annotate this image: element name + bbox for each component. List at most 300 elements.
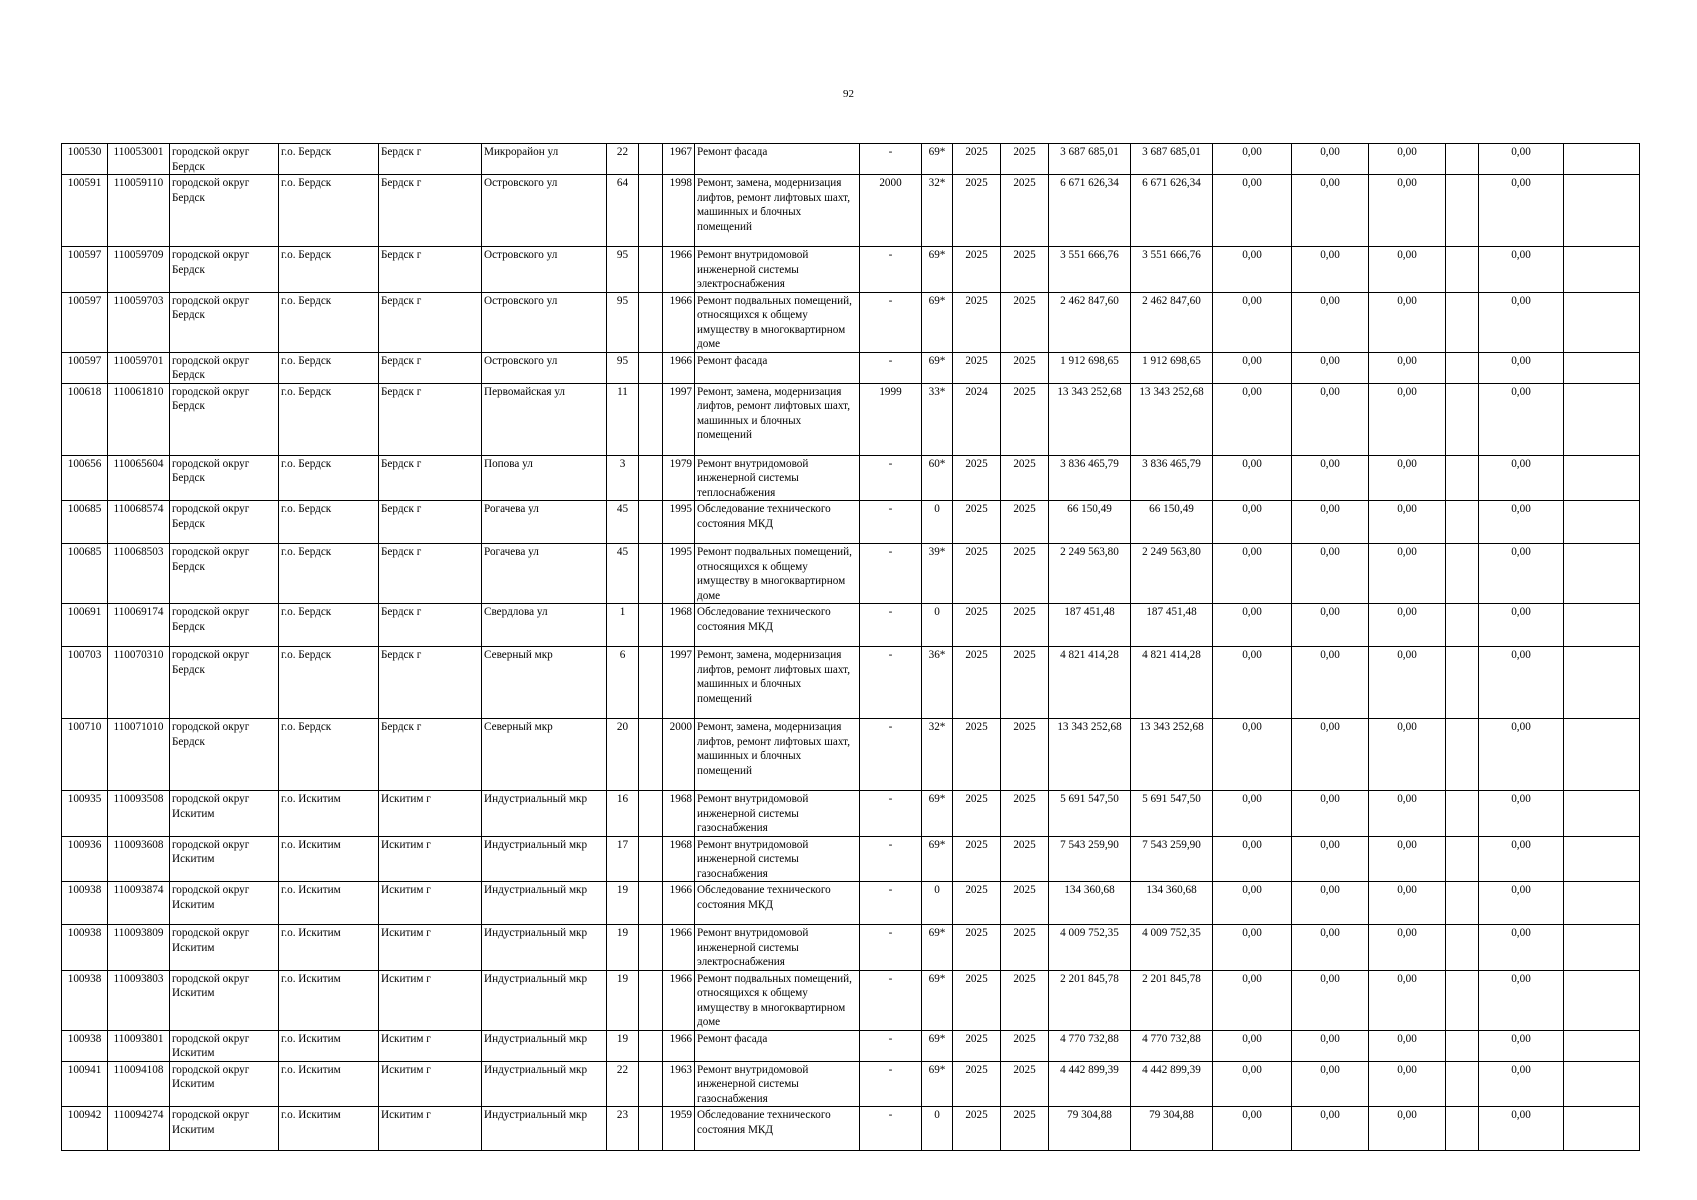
municipality-cell: г.о. Искитим xyxy=(279,791,379,837)
row-code: 110071010 xyxy=(108,719,170,791)
source-6-cell xyxy=(1564,1107,1640,1151)
plan-year-to-cell: 2025 xyxy=(1001,1061,1049,1107)
plan-year-from-cell: 2025 xyxy=(953,836,1001,882)
municipality-cell: г.о. Бердск xyxy=(279,501,379,544)
source-3-cell: 0,00 xyxy=(1369,719,1446,791)
source-2-cell: 0,00 xyxy=(1292,882,1369,925)
wear-percent-cell: 69* xyxy=(922,292,953,352)
source-3-cell: 0,00 xyxy=(1369,501,1446,544)
row-id: 100935 xyxy=(62,791,108,837)
settlement-cell: Искитим г xyxy=(379,925,482,971)
total-cost-cell: 3 687 685,01 xyxy=(1049,144,1131,175)
plan-year-from-cell: 2025 xyxy=(953,1107,1001,1151)
source-2-cell: 0,00 xyxy=(1292,836,1369,882)
total-cost-cell: 3 551 666,76 xyxy=(1049,247,1131,293)
plan-year-to-cell: 2025 xyxy=(1001,604,1049,647)
row-code: 110093801 xyxy=(108,1030,170,1061)
street-cell: Индустриальный мкр xyxy=(482,970,607,1030)
building-corp-cell xyxy=(639,1061,663,1107)
house-number-cell: 1 xyxy=(607,604,639,647)
source-2-cell: 0,00 xyxy=(1292,144,1369,175)
wear-percent-cell: 0 xyxy=(922,1107,953,1151)
source-3-cell: 0,00 xyxy=(1369,292,1446,352)
settlement-cell: Бердск г xyxy=(379,604,482,647)
year-built-cell: 1966 xyxy=(663,970,695,1030)
source-3-cell: 0,00 xyxy=(1369,455,1446,501)
work-type-cell: Ремонт подвальных помещений, относящихся к общему имуществу в многоквартирном доме xyxy=(695,970,860,1030)
plan-year-from-cell: 2025 xyxy=(953,544,1001,604)
settlement-cell: Бердск г xyxy=(379,455,482,501)
work-type-cell: Обследование технического состояния МКД xyxy=(695,1107,860,1151)
settlement-cell: Искитим г xyxy=(379,1107,482,1151)
municipality-cell: г.о. Бердск xyxy=(279,719,379,791)
total-cost-cell: 134 360,68 xyxy=(1049,882,1131,925)
source-1-cell: 0,00 xyxy=(1213,501,1292,544)
source-5-cell: 0,00 xyxy=(1479,925,1564,971)
source-4-cell xyxy=(1446,647,1479,719)
row-id: 100938 xyxy=(62,970,108,1030)
building-corp-cell xyxy=(639,175,663,247)
year-commissioned-cell: - xyxy=(860,836,922,882)
plan-year-from-cell: 2025 xyxy=(953,647,1001,719)
table-row xyxy=(62,719,1640,791)
source-5-cell: 0,00 xyxy=(1479,1107,1564,1151)
building-corp-cell xyxy=(639,292,663,352)
source-4-cell xyxy=(1446,292,1479,352)
wear-percent-cell: 69* xyxy=(922,352,953,383)
wear-percent-cell: 60* xyxy=(922,455,953,501)
building-corp-cell xyxy=(639,144,663,175)
year-commissioned-cell: - xyxy=(860,970,922,1030)
year-commissioned-cell: - xyxy=(860,925,922,971)
source-2-cell: 0,00 xyxy=(1292,1107,1369,1151)
work-type-cell: Ремонт, замена, модернизация лифтов, ремонт лифтовых шахт, машинных и блочных помещений xyxy=(695,647,860,719)
page-number: 92 xyxy=(843,88,854,100)
plan-year-to-cell: 2025 xyxy=(1001,882,1049,925)
plan-year-from-cell: 2025 xyxy=(953,455,1001,501)
source-2-cell: 0,00 xyxy=(1292,455,1369,501)
total-cost-cell: 79 304,88 xyxy=(1049,1107,1131,1151)
building-corp-cell xyxy=(639,352,663,383)
source-5-cell: 0,00 xyxy=(1479,791,1564,837)
municipality-cell: г.о. Бердск xyxy=(279,144,379,175)
source-2-cell: 0,00 xyxy=(1292,925,1369,971)
fund-cost-cell: 3 836 465,79 xyxy=(1131,455,1213,501)
house-number-cell: 45 xyxy=(607,544,639,604)
source-1-cell: 0,00 xyxy=(1213,144,1292,175)
row-id: 100936 xyxy=(62,836,108,882)
source-6-cell xyxy=(1564,383,1640,455)
row-code: 110093608 xyxy=(108,836,170,882)
district-cell: городской округ Искитим xyxy=(170,836,279,882)
table-row xyxy=(62,247,1640,293)
source-6-cell xyxy=(1564,647,1640,719)
plan-year-to-cell: 2025 xyxy=(1001,836,1049,882)
work-type-cell: Ремонт внутридомовой инженерной системы газоснабжения xyxy=(695,791,860,837)
total-cost-cell: 4 770 732,88 xyxy=(1049,1030,1131,1061)
source-2-cell: 0,00 xyxy=(1292,1061,1369,1107)
municipality-cell: г.о. Искитим xyxy=(279,1030,379,1061)
source-1-cell: 0,00 xyxy=(1213,970,1292,1030)
wear-percent-cell: 36* xyxy=(922,647,953,719)
source-4-cell xyxy=(1446,247,1479,293)
year-commissioned-cell: 1999 xyxy=(860,383,922,455)
row-code: 110070310 xyxy=(108,647,170,719)
source-5-cell: 0,00 xyxy=(1479,247,1564,293)
source-4-cell xyxy=(1446,719,1479,791)
source-6-cell xyxy=(1564,455,1640,501)
row-code: 110059110 xyxy=(108,175,170,247)
municipality-cell: г.о. Искитим xyxy=(279,925,379,971)
district-cell: городской округ Искитим xyxy=(170,925,279,971)
source-3-cell: 0,00 xyxy=(1369,1107,1446,1151)
year-commissioned-cell: - xyxy=(860,455,922,501)
year-built-cell: 1997 xyxy=(663,647,695,719)
source-1-cell: 0,00 xyxy=(1213,292,1292,352)
year-built-cell: 1968 xyxy=(663,604,695,647)
settlement-cell: Искитим г xyxy=(379,791,482,837)
row-code: 110094108 xyxy=(108,1061,170,1107)
year-commissioned-cell: - xyxy=(860,719,922,791)
work-type-cell: Ремонт внутридомовой инженерной системы газоснабжения xyxy=(695,836,860,882)
source-3-cell: 0,00 xyxy=(1369,144,1446,175)
fund-cost-cell: 6 671 626,34 xyxy=(1131,175,1213,247)
source-6-cell xyxy=(1564,1030,1640,1061)
source-4-cell xyxy=(1446,383,1479,455)
settlement-cell: Искитим г xyxy=(379,836,482,882)
district-cell: городской округ Бердск xyxy=(170,544,279,604)
row-id: 100941 xyxy=(62,1061,108,1107)
district-cell: городской округ Бердск xyxy=(170,383,279,455)
work-type-cell: Ремонт, замена, модернизация лифтов, ремонт лифтовых шахт, машинных и блочных помещений xyxy=(695,383,860,455)
year-built-cell: 1966 xyxy=(663,292,695,352)
municipality-cell: г.о. Искитим xyxy=(279,882,379,925)
work-type-cell: Ремонт подвальных помещений, относящихся к общему имуществу в многоквартирном доме xyxy=(695,544,860,604)
plan-year-to-cell: 2025 xyxy=(1001,383,1049,455)
source-2-cell: 0,00 xyxy=(1292,719,1369,791)
wear-percent-cell: 69* xyxy=(922,970,953,1030)
municipality-cell: г.о. Бердск xyxy=(279,247,379,293)
year-commissioned-cell: - xyxy=(860,247,922,293)
municipality-cell: г.о. Бердск xyxy=(279,544,379,604)
settlement-cell: Бердск г xyxy=(379,501,482,544)
municipality-cell: г.о. Бердск xyxy=(279,383,379,455)
source-5-cell: 0,00 xyxy=(1479,455,1564,501)
plan-year-to-cell: 2025 xyxy=(1001,352,1049,383)
fund-cost-cell: 3 687 685,01 xyxy=(1131,144,1213,175)
source-3-cell: 0,00 xyxy=(1369,882,1446,925)
work-type-cell: Обследование технического состояния МКД xyxy=(695,501,860,544)
house-number-cell: 20 xyxy=(607,719,639,791)
district-cell: городской округ Бердск xyxy=(170,247,279,293)
house-number-cell: 45 xyxy=(607,501,639,544)
district-cell: городской округ Бердск xyxy=(170,144,279,175)
table-row xyxy=(62,791,1640,837)
district-cell: городской округ Искитим xyxy=(170,970,279,1030)
year-commissioned-cell: - xyxy=(860,647,922,719)
source-5-cell: 0,00 xyxy=(1479,383,1564,455)
source-1-cell: 0,00 xyxy=(1213,247,1292,293)
source-3-cell: 0,00 xyxy=(1369,925,1446,971)
plan-year-from-cell: 2025 xyxy=(953,925,1001,971)
source-3-cell: 0,00 xyxy=(1369,352,1446,383)
source-2-cell: 0,00 xyxy=(1292,970,1369,1030)
source-6-cell xyxy=(1564,247,1640,293)
street-cell: Рогачева ул xyxy=(482,501,607,544)
wear-percent-cell: 0 xyxy=(922,882,953,925)
row-code: 110069174 xyxy=(108,604,170,647)
source-2-cell: 0,00 xyxy=(1292,352,1369,383)
house-number-cell: 23 xyxy=(607,1107,639,1151)
source-1-cell: 0,00 xyxy=(1213,836,1292,882)
source-1-cell: 0,00 xyxy=(1213,882,1292,925)
house-number-cell: 3 xyxy=(607,455,639,501)
fund-cost-cell: 134 360,68 xyxy=(1131,882,1213,925)
table-row xyxy=(62,1107,1640,1151)
table-row xyxy=(62,647,1640,719)
source-1-cell: 0,00 xyxy=(1213,1107,1292,1151)
source-4-cell xyxy=(1446,1061,1479,1107)
year-commissioned-cell: - xyxy=(860,791,922,837)
source-1-cell: 0,00 xyxy=(1213,175,1292,247)
year-built-cell: 1995 xyxy=(663,544,695,604)
wear-percent-cell: 69* xyxy=(922,836,953,882)
year-built-cell: 1997 xyxy=(663,383,695,455)
plan-year-to-cell: 2025 xyxy=(1001,247,1049,293)
source-1-cell: 0,00 xyxy=(1213,352,1292,383)
year-commissioned-cell: - xyxy=(860,882,922,925)
year-commissioned-cell: - xyxy=(860,501,922,544)
row-code: 110053001 xyxy=(108,144,170,175)
year-built-cell: 1966 xyxy=(663,247,695,293)
fund-cost-cell: 2 462 847,60 xyxy=(1131,292,1213,352)
year-built-cell: 1979 xyxy=(663,455,695,501)
fund-cost-cell: 2 201 845,78 xyxy=(1131,970,1213,1030)
plan-year-from-cell: 2025 xyxy=(953,144,1001,175)
year-built-cell: 1966 xyxy=(663,1030,695,1061)
source-5-cell: 0,00 xyxy=(1479,719,1564,791)
source-1-cell: 0,00 xyxy=(1213,383,1292,455)
house-number-cell: 19 xyxy=(607,970,639,1030)
year-commissioned-cell: 2000 xyxy=(860,175,922,247)
year-commissioned-cell: - xyxy=(860,144,922,175)
source-5-cell: 0,00 xyxy=(1479,1030,1564,1061)
settlement-cell: Бердск г xyxy=(379,292,482,352)
house-number-cell: 22 xyxy=(607,1061,639,1107)
source-4-cell xyxy=(1446,144,1479,175)
settlement-cell: Искитим г xyxy=(379,1061,482,1107)
source-3-cell: 0,00 xyxy=(1369,383,1446,455)
district-cell: городской округ Бердск xyxy=(170,352,279,383)
wear-percent-cell: 69* xyxy=(922,1061,953,1107)
plan-year-from-cell: 2025 xyxy=(953,604,1001,647)
source-5-cell: 0,00 xyxy=(1479,175,1564,247)
municipality-cell: г.о. Бердск xyxy=(279,352,379,383)
row-code: 110059709 xyxy=(108,247,170,293)
house-number-cell: 16 xyxy=(607,791,639,837)
settlement-cell: Бердск г xyxy=(379,544,482,604)
source-6-cell xyxy=(1564,836,1640,882)
work-type-cell: Ремонт подвальных помещений, относящихся к общему имуществу в многоквартирном доме xyxy=(695,292,860,352)
wear-percent-cell: 0 xyxy=(922,604,953,647)
settlement-cell: Бердск г xyxy=(379,383,482,455)
building-corp-cell xyxy=(639,247,663,293)
year-built-cell: 1968 xyxy=(663,836,695,882)
source-3-cell: 0,00 xyxy=(1369,1030,1446,1061)
table-row xyxy=(62,144,1640,175)
wear-percent-cell: 0 xyxy=(922,501,953,544)
total-cost-cell: 4 442 899,39 xyxy=(1049,1061,1131,1107)
source-5-cell: 0,00 xyxy=(1479,647,1564,719)
table-row xyxy=(62,383,1640,455)
house-number-cell: 19 xyxy=(607,882,639,925)
source-5-cell: 0,00 xyxy=(1479,144,1564,175)
street-cell: Индустриальный мкр xyxy=(482,925,607,971)
source-1-cell: 0,00 xyxy=(1213,719,1292,791)
source-4-cell xyxy=(1446,882,1479,925)
table-row xyxy=(62,882,1640,925)
house-number-cell: 95 xyxy=(607,352,639,383)
plan-year-from-cell: 2025 xyxy=(953,247,1001,293)
row-code: 110061810 xyxy=(108,383,170,455)
source-2-cell: 0,00 xyxy=(1292,175,1369,247)
district-cell: городской округ Бердск xyxy=(170,604,279,647)
street-cell: Островского ул xyxy=(482,292,607,352)
fund-cost-cell: 13 343 252,68 xyxy=(1131,383,1213,455)
row-code: 110059703 xyxy=(108,292,170,352)
street-cell: Свердлова ул xyxy=(482,604,607,647)
source-6-cell xyxy=(1564,719,1640,791)
district-cell: городской округ Бердск xyxy=(170,647,279,719)
plan-year-to-cell: 2025 xyxy=(1001,144,1049,175)
plan-year-from-cell: 2024 xyxy=(953,383,1001,455)
source-5-cell: 0,00 xyxy=(1479,352,1564,383)
row-code: 110094274 xyxy=(108,1107,170,1151)
fund-cost-cell: 187 451,48 xyxy=(1131,604,1213,647)
street-cell: Северный мкр xyxy=(482,719,607,791)
building-corp-cell xyxy=(639,604,663,647)
plan-year-from-cell: 2025 xyxy=(953,292,1001,352)
year-built-cell: 2000 xyxy=(663,719,695,791)
municipality-cell: г.о. Бердск xyxy=(279,175,379,247)
building-corp-cell xyxy=(639,882,663,925)
total-cost-cell: 2 249 563,80 xyxy=(1049,544,1131,604)
source-2-cell: 0,00 xyxy=(1292,791,1369,837)
table-row xyxy=(62,544,1640,604)
source-6-cell xyxy=(1564,882,1640,925)
plan-year-to-cell: 2025 xyxy=(1001,292,1049,352)
row-code: 110093803 xyxy=(108,970,170,1030)
source-4-cell xyxy=(1446,791,1479,837)
building-corp-cell xyxy=(639,501,663,544)
settlement-cell: Бердск г xyxy=(379,144,482,175)
settlement-cell: Бердск г xyxy=(379,352,482,383)
street-cell: Микрорайон ул xyxy=(482,144,607,175)
source-2-cell: 0,00 xyxy=(1292,383,1369,455)
fund-cost-cell: 4 442 899,39 xyxy=(1131,1061,1213,1107)
source-1-cell: 0,00 xyxy=(1213,455,1292,501)
total-cost-cell: 13 343 252,68 xyxy=(1049,383,1131,455)
street-cell: Первомайская ул xyxy=(482,383,607,455)
row-code: 110065604 xyxy=(108,455,170,501)
source-6-cell xyxy=(1564,144,1640,175)
source-6-cell xyxy=(1564,175,1640,247)
work-type-cell: Ремонт, замена, модернизация лифтов, ремонт лифтовых шахт, машинных и блочных помещений xyxy=(695,719,860,791)
row-id: 100597 xyxy=(62,292,108,352)
wear-percent-cell: 32* xyxy=(922,719,953,791)
row-id: 100597 xyxy=(62,352,108,383)
source-3-cell: 0,00 xyxy=(1369,544,1446,604)
row-code: 110059701 xyxy=(108,352,170,383)
fund-cost-cell: 7 543 259,90 xyxy=(1131,836,1213,882)
plan-year-to-cell: 2025 xyxy=(1001,970,1049,1030)
year-commissioned-cell: - xyxy=(860,352,922,383)
district-cell: городской округ Искитим xyxy=(170,882,279,925)
district-cell: городской округ Бердск xyxy=(170,175,279,247)
municipality-cell: г.о. Бердск xyxy=(279,647,379,719)
district-cell: городской округ Искитим xyxy=(170,1107,279,1151)
source-3-cell: 0,00 xyxy=(1369,1061,1446,1107)
source-1-cell: 0,00 xyxy=(1213,544,1292,604)
district-cell: городской округ Искитим xyxy=(170,1061,279,1107)
source-6-cell xyxy=(1564,501,1640,544)
row-code: 110093809 xyxy=(108,925,170,971)
row-code: 110093874 xyxy=(108,882,170,925)
wear-percent-cell: 39* xyxy=(922,544,953,604)
row-id: 100942 xyxy=(62,1107,108,1151)
fund-cost-cell: 2 249 563,80 xyxy=(1131,544,1213,604)
source-3-cell: 0,00 xyxy=(1369,836,1446,882)
table-row xyxy=(62,1030,1640,1061)
source-1-cell: 0,00 xyxy=(1213,1061,1292,1107)
wear-percent-cell: 33* xyxy=(922,383,953,455)
district-cell: городской округ Бердск xyxy=(170,501,279,544)
street-cell: Островского ул xyxy=(482,352,607,383)
wear-percent-cell: 69* xyxy=(922,247,953,293)
street-cell: Индустриальный мкр xyxy=(482,791,607,837)
work-type-cell: Ремонт фасада xyxy=(695,144,860,175)
building-corp-cell xyxy=(639,544,663,604)
table-row xyxy=(62,501,1640,544)
source-3-cell: 0,00 xyxy=(1369,970,1446,1030)
plan-year-to-cell: 2025 xyxy=(1001,647,1049,719)
settlement-cell: Бердск г xyxy=(379,175,482,247)
house-number-cell: 95 xyxy=(607,247,639,293)
source-2-cell: 0,00 xyxy=(1292,247,1369,293)
street-cell: Островского ул xyxy=(482,175,607,247)
year-built-cell: 1995 xyxy=(663,501,695,544)
district-cell: городской округ Бердск xyxy=(170,719,279,791)
plan-year-from-cell: 2025 xyxy=(953,1061,1001,1107)
wear-percent-cell: 69* xyxy=(922,144,953,175)
row-id: 100691 xyxy=(62,604,108,647)
plan-year-from-cell: 2025 xyxy=(953,970,1001,1030)
house-number-cell: 19 xyxy=(607,1030,639,1061)
source-5-cell: 0,00 xyxy=(1479,1061,1564,1107)
source-1-cell: 0,00 xyxy=(1213,1030,1292,1061)
year-built-cell: 1968 xyxy=(663,791,695,837)
row-id: 100938 xyxy=(62,882,108,925)
source-4-cell xyxy=(1446,1107,1479,1151)
fund-cost-cell: 79 304,88 xyxy=(1131,1107,1213,1151)
source-2-cell: 0,00 xyxy=(1292,1030,1369,1061)
street-cell: Индустриальный мкр xyxy=(482,1030,607,1061)
capital-repair-table xyxy=(61,143,1640,1151)
street-cell: Попова ул xyxy=(482,455,607,501)
fund-cost-cell: 3 551 666,76 xyxy=(1131,247,1213,293)
total-cost-cell: 4 821 414,28 xyxy=(1049,647,1131,719)
plan-year-to-cell: 2025 xyxy=(1001,719,1049,791)
